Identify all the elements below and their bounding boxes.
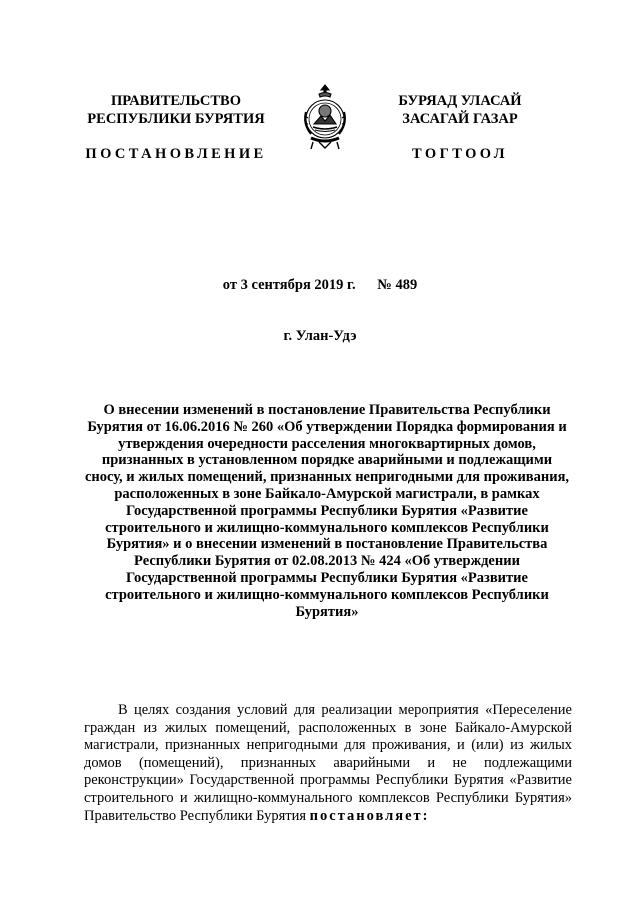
- document-city: г. Улан-Удэ: [283, 328, 357, 344]
- document-body: [84, 702, 572, 825]
- org-name-ru-line2: РЕСПУБЛИКИ БУРЯТИЯ: [87, 111, 265, 127]
- date-number-line: [0, 277, 640, 294]
- doc-type-ru: ПОСТАНОВЛЕНИЕ: [85, 146, 267, 162]
- org-name-bua-line1: БУРЯАД УЛАСАЙ: [398, 93, 522, 109]
- document-heading: О внесении изменений в постановление Правительства Республики Бурятия от 16.06.2016 № 260 «Об утверждении Порядка формирования и утверждения очередности расселения многоквартирных домов, признанных в установленном порядке аварийными и подлежащими сносу, и жилых помещений, признанных непригодными для проживания, расположенных в зоне Байкало-Амурской магистрали, в рамках Государственной программы Республики Бурятия «Развитие строительного и жилищно-коммунального комплексов Республики Бурятия» и о внесении изменений в постановление Правительства Республики Бурятия от 02.08.2013 № 424 «Об утверждении Государственной программы Республики Бурятия «Развитие строительного и жилищно-коммунального комплексов Республики Бурятия»: [84, 402, 570, 620]
- org-name-ru-line1: ПРАВИТЕЛЬСТВО: [111, 93, 241, 109]
- doc-type-bua: ТОГТООЛ: [412, 146, 508, 162]
- document-number: № 489: [377, 277, 418, 293]
- header-right: [368, 92, 552, 163]
- body-text: В целях создания условий для реализации мероприятия «Переселение граждан из жилых помещений, расположенных в зоне Байкало-Амурской магистрали, признанных непригодными для проживания, и (или) из жилых домов (помещений), признанных аварийными и не подлежащими реконструкции» Государственной программы Республики Бурятия «Развитие строительного и жилищно-коммунального комплексов Республики Бурятия» Правительство Республики Бурятия: [84, 702, 572, 824]
- body-resolution-word: постановляет:: [309, 807, 430, 824]
- coat-of-arms-icon: [299, 82, 351, 152]
- org-name-bua-line2: ЗАСАГАЙ ГАЗАР: [402, 111, 518, 127]
- document-date: от 3 сентября 2019 г.: [222, 277, 356, 293]
- header-left: [78, 92, 274, 163]
